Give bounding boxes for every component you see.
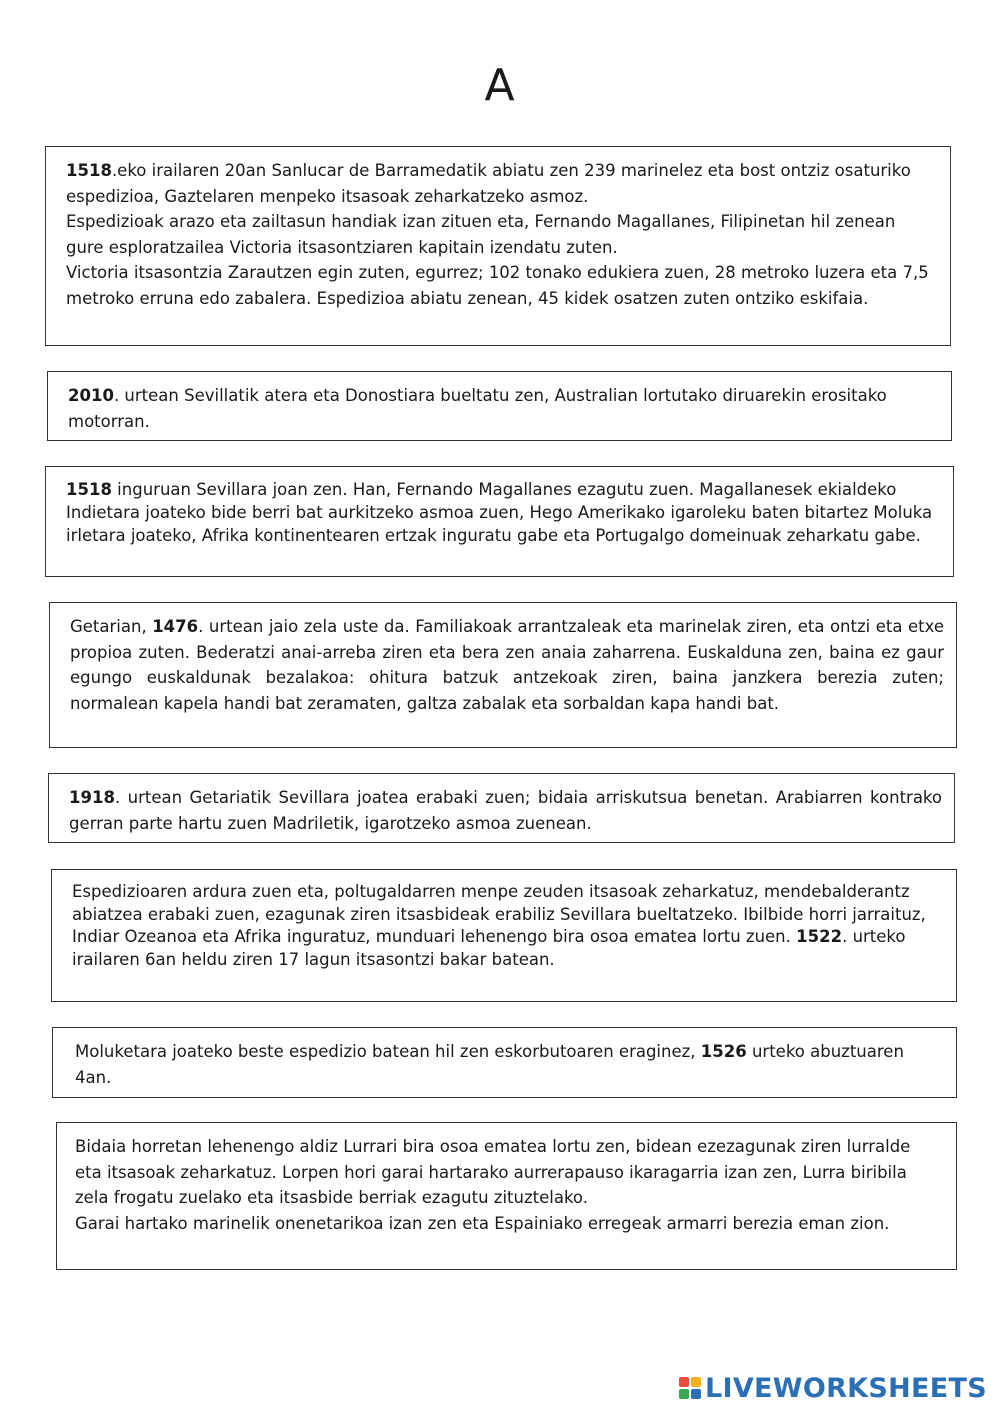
year-label: 1518: [66, 161, 112, 180]
text-card: [51, 869, 957, 1002]
paragraph-text: Garai hartako marinelik onenetarikoa izan zen eta Espainiako erregeak armarri berezia eman zion.: [75, 1213, 890, 1233]
card-paragraph: [75, 1211, 938, 1237]
year-label: 1522: [796, 927, 843, 946]
card-paragraph: [66, 158, 932, 209]
card-paragraph: [66, 260, 932, 311]
paragraph-text: . urtean Sevillatik atera eta Donostiara bueltatu zen, Australian lortutako diruarekin erositako motorran.: [68, 386, 887, 431]
paragraph-text: . urtean jaio zela uste da. Familiakoak arrantzaleak eta marinelak ziren, eta ontzi eta etxe propioa zuten. Bederatzi anai-arreba ziren eta bera zen anaia zaharrena. Euskalduna zen, baina ez gaur egungo euskaldunak bezalakoa: ohitura batzuk antzekoak ziren, baina janzkera berezia zuten; normalean kapela handi bat zeramaten, galtza zabalak eta sorbaldan kapa handi bat.: [70, 617, 944, 713]
year-label: 2010: [68, 386, 114, 405]
card-paragraph: [75, 1134, 938, 1211]
liveworksheets-logo[interactable]: [679, 1372, 987, 1404]
text-card: [45, 466, 954, 577]
card-paragraph: [66, 209, 932, 260]
paragraph-text: Moluketara joateko beste espedizio batean hil zen eskorbutoaren eraginez,: [75, 1042, 701, 1061]
year-label: 1476: [152, 617, 199, 636]
card-paragraph: [70, 614, 944, 716]
year-label: 1918: [69, 788, 115, 807]
card-paragraph: [66, 478, 935, 547]
card-paragraph: [69, 785, 942, 836]
text-card: [47, 371, 952, 441]
text-card: [52, 1027, 957, 1098]
year-label: 1518: [66, 480, 112, 499]
paragraph-text: inguruan Sevillara joan zen. Han, Fernando Magallanes ezagutu zuen. Magallanesek ekialdeko Indietara joateko bide berri bat aurkitzeko asmoa zuen, Hego Amerikako igaroleku baten bitartez Moluka irletara joateko, Afrika kontinentearen ertzak inguratu gabe eta Portugalgo domeinuak zeharkatu gabe.: [66, 480, 933, 545]
year-label: 1526: [700, 1042, 747, 1061]
paragraph-text: Espedizioak arazo eta zailtasun handiak izan zituen eta, Fernando Magallanes, Filipinetan hil zenean gure esploratzailea Victoria itsasontziaren kapitain izendatu zuten.: [66, 212, 896, 257]
logo-text: LIVEWORKSHEETS: [704, 1372, 987, 1404]
page-title: A: [484, 60, 515, 111]
paragraph-text: Espedizioaren ardura zuen eta, poltugaldarren menpe zeuden itsasoak zeharkatuz, mendebalderantz abiatzea erabaki zuen, ezagunak ziren itsasbideak erabiliz Sevillara bueltatzeko. Ibilbide horri jarraituz, Indiar Ozeanoa eta Afrika inguratuz, munduari lehenengo bira osoa ematea lortu zuen.: [72, 882, 926, 946]
paragraph-text: . urteko irailaren 6an heldu ziren 17 lagun itsasontzi bakar batean.: [72, 927, 906, 969]
logo-mark-icon: [679, 1377, 701, 1399]
card-paragraph: [75, 1039, 938, 1090]
card-paragraph: [68, 383, 933, 434]
text-card: [49, 602, 957, 748]
paragraph-text: Bidaia horretan lehenengo aldiz Lurrari bira osoa ematea lortu zen, bidean ezezagunak ziren lurralde eta itsasoak zeharkatuz. Lorpen hori garai hartarako aurrerapauso ikaragarria izan zen, Lurra biribila zela frogatu zuelako eta itsasbide berriak ezagutu zituztelako.: [75, 1137, 911, 1207]
text-card: [56, 1122, 957, 1270]
card-paragraph: [72, 881, 938, 971]
text-card: [45, 146, 951, 346]
paragraph-text: . urtean Getariatik Sevillara joatea erabaki zuen; bidaia arriskutsua benetan. Arabiarren kontrako gerran parte hartu zuen Madriletik, igarotzeko asmoa zuenean.: [69, 788, 942, 833]
paragraph-text: Victoria itsasontzia Zarautzen egin zuten, egurrez; 102 tonako edukiera zuen, 28 metroko luzera eta 7,5 metroko erruna edo zabalera. Espedizioa abiatu zenean, 45 kidek osatzen zuten ontziko eskifaia.: [66, 263, 929, 308]
paragraph-text: .eko irailaren 20an Sanlucar de Barramedatik abiatu zen 239 marinelez eta bost ontziz osaturiko espedizioa, Gaztelaren menpeko itsasoak zeharkatzeko asmoz.: [66, 161, 911, 206]
paragraph-text: Getarian,: [70, 617, 153, 636]
paragraph-text: urteko abuztuaren 4an.: [75, 1042, 904, 1087]
text-card: [48, 773, 955, 843]
